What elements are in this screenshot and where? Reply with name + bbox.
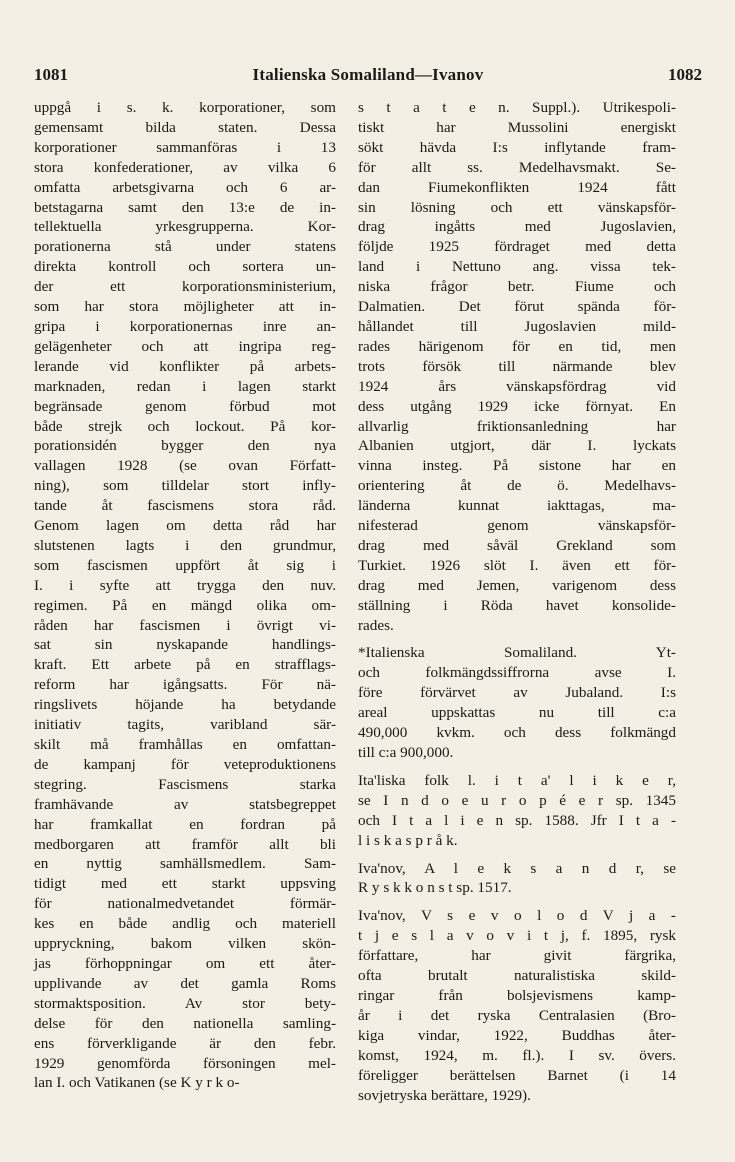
text-line: och folkmängdssiffrorna avse I. [358, 664, 676, 682]
text-line: ofta brutalt naturalistiska skild- [358, 967, 676, 985]
text-line: 1924 års vänskapsfördrag vid [358, 377, 676, 395]
text-line: sin lösning och ett vänskapsför- [358, 198, 676, 216]
text-line: följde 1925 fördraget med detta [358, 238, 676, 256]
text-line: stegring. Fascismens starka [34, 775, 336, 793]
text-line: år i det ryska Centralasien (Bro- [358, 1006, 676, 1024]
text-line: stormaktsposition. Av stor bety- [34, 994, 336, 1012]
text-line: länderna kunnat iakttagas, ma- [358, 497, 676, 515]
text-line: *Italienska Somaliland. Yt- [358, 644, 676, 662]
text-line: ringslivets höjande ha betydande [34, 696, 336, 714]
text-line: som har stora möjligheter att in- [34, 298, 336, 316]
text-line: vallagen 1928 (se ovan Författ- [34, 457, 336, 475]
text-line: slutstenen lagts i den grundmur, [34, 536, 336, 554]
text-line: dan Fiumekonflikten 1924 fått [358, 178, 676, 196]
text-line: rades härigenom för en tid, men [358, 337, 676, 355]
text-line: drag med såväl Grekland som [358, 536, 676, 554]
text-line: korporationer sammanföras i 13 [34, 138, 336, 156]
text-line: stora konfederationer, av vilka 6 [34, 158, 336, 176]
text-line: ringar från bolsjevismens kamp- [358, 986, 676, 1004]
text-line: I. i syfte att trygga den nuv. [34, 576, 336, 594]
text-line: reform har igångsatts. För nä- [34, 676, 336, 694]
page-number-right: 1082 [667, 65, 702, 84]
text-line: jas förhoppningar om ett åter- [34, 954, 336, 972]
text-line: niska frågor betr. Fiume och [358, 278, 676, 296]
text-line: för nationalmedvetandet förmär- [34, 895, 336, 913]
text-line: Turkiet. 1926 slöt I. även ett för- [358, 556, 676, 574]
page-number-left: 1081 [34, 65, 68, 84]
text-line: författare, har givit färgrika, [358, 947, 676, 965]
text-line: regimen. På en mängd olika om- [34, 596, 336, 614]
text-line: begränsade genom förbud mot [34, 397, 336, 415]
page-header [34, 58, 702, 92]
text-line: omfatta arbetsgivarna och 6 ar- [34, 178, 336, 196]
text-line: 490,000 kvkm. och dess folkmängd [358, 724, 676, 742]
text-line: tellektuella yrkesgrupperna. Kor- [34, 218, 336, 236]
text-line: tande åt fascismens stora råd. [34, 497, 336, 515]
text-line: land i Nettuno ang. vissa tek- [358, 258, 676, 276]
text-line: en nyttig samhällsmedlem. Sam- [34, 855, 336, 873]
text-line: porationerna stå under statens [34, 238, 336, 256]
text-line: Iva'nov, A l e k s a n d r, se [358, 859, 676, 877]
text-line: direkta kontroll och sortera un- [34, 258, 336, 276]
text-line: porationsidén bygger den nya [34, 437, 336, 455]
text-line: till c:a 900,000. [358, 744, 454, 761]
text-line: för allt ss. Medelhavsmakt. Se- [358, 158, 676, 176]
text-line: före förvärvet av Jubaland. I:s [358, 684, 676, 702]
text-line: gelägenheter och att ingripa reg- [34, 337, 336, 355]
text-line: Ita'liska folk l. i t a' l i k e r, [358, 771, 676, 789]
text-line: medborgaren att framför allt bli [34, 835, 336, 853]
text-line: uppgå i s. k. korporationer, som [34, 99, 336, 116]
text-line: skilt må framhållas en omfattan- [34, 736, 336, 753]
text-line: upplivande av det gamla Roms [34, 974, 336, 992]
text-line: föreligger berättelsen Barnet (i 14 [358, 1066, 676, 1084]
text-line: dess utgång 1929 icke förnyat. En [358, 397, 676, 415]
entry-italiska-folk [358, 771, 676, 851]
text-line: drag med Jemen, varigenom dess [358, 576, 676, 594]
text-line: R y s k k o n s t sp. 1517. [358, 879, 512, 897]
text-line: råden har fascismen i övrigt vi- [34, 616, 336, 634]
text-line: ställning i Röda havet konsolide- [358, 596, 676, 614]
text-line: de kampanj för veteproduktionens [34, 755, 336, 773]
text-line: delse för den nationella samling- [34, 1014, 336, 1032]
right-column [358, 98, 676, 1105]
text-line: tiskt har Mussolini energiskt [358, 118, 676, 136]
text-line: kes en både andlig och materiell [34, 915, 336, 933]
text-line: trots försök till närmande blev [358, 357, 676, 375]
text-line: 1929 genomförda försoningen mel- [34, 1054, 336, 1072]
text-line: ens förverkligande är den febr. [34, 1034, 336, 1052]
text-line: orientering åt de ö. Medelhavs- [358, 477, 676, 495]
text-line: Dalmatien. Det förut spända för- [358, 298, 676, 316]
entry-italienska-somaliland [358, 643, 676, 762]
text-line: der ett korporationsministerium, [34, 278, 336, 296]
text-line: kraft. Ett arbete på en strafflags- [34, 656, 336, 674]
left-column [34, 98, 336, 1093]
text-line: s t a t e n. Suppl.). Utrikespoli- [358, 99, 676, 116]
text-line: initiativ tagits, varibland sär- [34, 716, 336, 734]
text-line: rades. [358, 616, 394, 634]
text-line: drag ingåtts med Jugoslavien, [358, 218, 676, 236]
text-line: hållandet till Jugoslavien mild- [358, 317, 676, 335]
text-line: tidigt med ett starkt uppsving [34, 875, 336, 893]
text-line: som fascismen uppfört åt sig i [34, 556, 336, 574]
text-line: l i s k a s p r å k. [358, 831, 458, 849]
text-line: marknaden, redan i lagen starkt [34, 377, 336, 395]
text-line: gemensamt bilda staten. Dessa [34, 118, 336, 136]
left-paragraph [34, 98, 336, 1093]
text-line: areal uppskattas nu till c:a [358, 704, 676, 722]
entry-ivanov-aleksandr [358, 859, 676, 899]
text-line: ning), som tilldelar stort infly- [34, 477, 336, 495]
text-line: sökt hävda I:s inflytande fram- [358, 138, 676, 156]
text-line: t j e s l a v o v i t j, f. 1895, rysk [358, 927, 676, 945]
text-line: betstagarna samt den 13:e de in- [34, 198, 336, 216]
text-line: sat sin nyskapande handlings- [34, 636, 336, 654]
text-line: kiga vindar, 1922, Buddhas åter- [358, 1026, 676, 1044]
text-line: lerande vid konflikter på arbets- [34, 357, 336, 375]
text-line: se I n d o e u r o p é e r sp. 1345 [358, 791, 676, 809]
text-line: gripa i korporationernas inre an- [34, 317, 336, 335]
text-line: lan I. och Vatikanen (se K y r k o- [34, 1074, 240, 1092]
text-line: både strejk och lockout. På kor- [34, 417, 336, 435]
text-line: Genom lagen om detta råd har [34, 517, 336, 535]
text-line: nifesterad genom vänskapsför- [358, 517, 676, 535]
text-line: har framkallat en fordran på [34, 815, 336, 833]
text-line: komst, 1924, m. fl.). I sv. övers. [358, 1046, 676, 1064]
text-line: allvarlig friktionsanledning har [358, 417, 676, 435]
text-line: framhävande av statsbegreppet [34, 795, 336, 813]
running-title: Italienska Somaliland—Ivanov [252, 65, 484, 84]
text-line: Iva'nov, V s e v o l o d V j a - [358, 907, 676, 925]
text-line: Albanien utgjort, där I. lyckats [358, 437, 676, 455]
text-line: vinna insteg. På sistone har en [358, 457, 676, 475]
text-line: och I t a l i e n sp. 1588. Jfr I t a - [358, 811, 676, 829]
entry-ivanov-vsevolod [358, 906, 676, 1105]
text-line: uppryckning, bakom vilken skön- [34, 935, 336, 953]
text-line: sovjetryska berättare, 1929). [358, 1086, 531, 1104]
right-paragraph-continuation [358, 98, 676, 635]
